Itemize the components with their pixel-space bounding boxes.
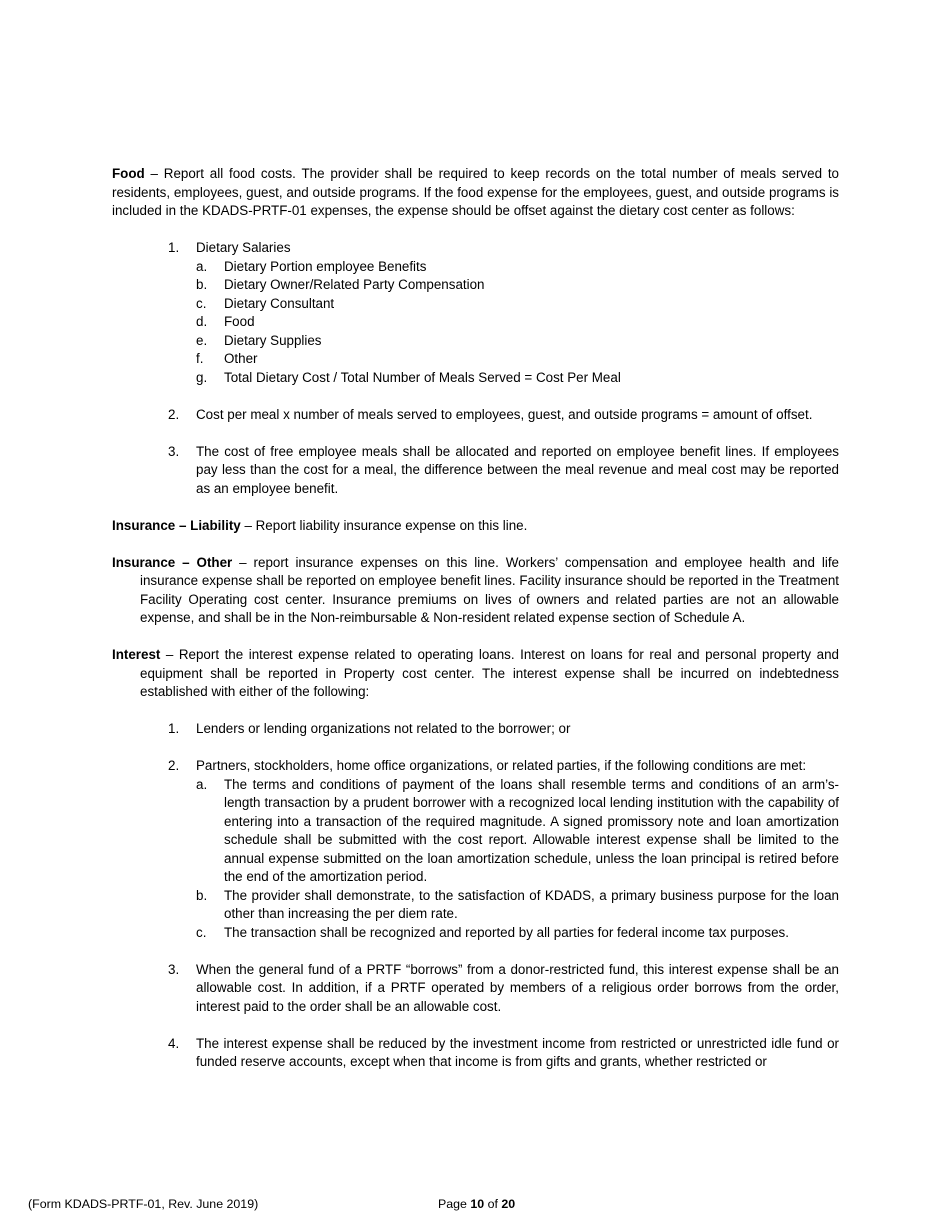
current-page: 10	[470, 1197, 485, 1211]
food-paragraph	[112, 165, 839, 221]
list-item-text: Dietary Supplies	[224, 332, 322, 348]
food-sub-a	[112, 258, 839, 277]
food-sub-c	[112, 295, 839, 314]
food-sub-f	[112, 350, 839, 369]
interest-heading: Interest	[112, 647, 161, 662]
list-item-text: When the general fund of a PRTF “borrows” from a donor-restricted fund, this interest expense shall be an allowable cost. In addition, if a PRTF operated by members of a religious order borrows from the order, interest paid to the order shall be an allowable cost.	[196, 961, 839, 1014]
interest-paragraph	[112, 646, 839, 702]
insurance-other-heading: Insurance – Other	[112, 554, 233, 570]
list-letter: c.	[196, 924, 207, 940]
list-number: 3.	[168, 443, 180, 459]
interest-sub-b	[112, 887, 839, 924]
page-number	[438, 1195, 515, 1214]
list-item-text: Food	[224, 314, 255, 329]
food-sub-d	[112, 313, 839, 332]
food-sub-b	[112, 276, 839, 295]
insurance-other-paragraph	[112, 554, 839, 628]
list-letter: f.	[196, 351, 204, 366]
interest-item-2	[112, 757, 839, 776]
insurance-liability-paragraph	[112, 517, 839, 536]
page-word: Page	[438, 1197, 471, 1211]
food-item-2	[112, 406, 839, 425]
insurance-liability-heading: Insurance – Liability	[112, 517, 241, 533]
list-item-text: Total Dietary Cost / Total Number of Meals Served = Cost Per Meal	[224, 369, 621, 385]
list-item-text: Dietary Consultant	[224, 295, 335, 311]
list-item-text: Dietary Portion employee Benefits	[224, 258, 427, 274]
list-item-text: Lenders or lending organizations not related to the borrower; or	[196, 721, 571, 736]
list-number: 2.	[168, 406, 180, 422]
interest-sub-c	[112, 924, 839, 943]
interest-list	[112, 720, 839, 1072]
list-item-text: Cost per meal x number of meals served to employees, guest, and outside programs = amount of offset.	[196, 406, 813, 422]
list-item-text: The interest expense shall be reduced by the investment income from restricted or unrestricted idle fund or funded reserve accounts, except when that income is from gifts and grants, whether restricted or	[196, 1035, 839, 1069]
food-text: – Report all food costs. The provider shall be required to keep records on the total number of meals served to residents, employees, guest, and outside programs. If the food expense for the employees, guest, and outside programs is included in the KDADS-PRTF-01 expenses, the expense should be offset against the dietary cost center as follows:	[112, 166, 839, 218]
list-letter: g.	[196, 369, 208, 385]
interest-text: – Report the interest expense related to operating loans. Interest on loans for real and personal property and equipment shall be reported in Property cost center. The interest expense shall be incurred on indebtedness established with either of the following:	[140, 647, 839, 699]
food-list	[112, 239, 839, 498]
food-item-1	[112, 239, 839, 258]
insurance-liability-text: – Report liability insurance expense on this line.	[240, 517, 528, 533]
form-revision: (Form KDADS-PRTF-01, Rev. June 2019)	[28, 1197, 259, 1211]
list-item-text: Other	[224, 351, 258, 366]
list-letter: b.	[196, 887, 208, 903]
list-letter: b.	[196, 277, 208, 292]
list-item-text: Dietary Salaries	[196, 240, 291, 255]
list-item-text: The transaction shall be recognized and reported by all parties for federal income tax purposes.	[224, 924, 789, 940]
interest-item-4	[112, 1035, 839, 1072]
food-item-3	[112, 443, 839, 499]
insurance-other-text: – report insurance expenses on this line. Workers’ compensation and employee health and life insurance expense shall be reported on employee benefit lines. Facility insurance should be reported in the Treatment Facility Operating cost center. Insurance premiums on lives of owners and related parties are not an allowable expense, and shall be in the Non-reimbursable & Non-resident related expense section of Schedule A.	[140, 554, 839, 625]
list-letter: a.	[196, 258, 208, 274]
list-letter: d.	[196, 314, 208, 329]
document-body	[112, 165, 839, 1072]
of-word: of	[484, 1197, 502, 1211]
total-pages: 20	[501, 1197, 516, 1211]
interest-item-1	[112, 720, 839, 739]
list-item-text: Dietary Owner/Related Party Compensation	[224, 277, 485, 292]
list-number: 1.	[168, 721, 180, 736]
food-heading: Food	[112, 166, 145, 181]
list-item-text: The terms and conditions of payment of the loans shall resemble terms and conditions of an arm’s-length transaction by a prudent borrower with a recognized local lending institution with the capability of entering into a transaction of the required magnitude. A signed promissory note and loan amortization schedule shall be submitted with the cost report. Allowable interest expense shall be limited to the annual expense submitted on the loan amortization schedule, unless the loan principal is retired before the end of the amortization period.	[224, 776, 839, 884]
list-number: 2.	[168, 758, 180, 773]
list-letter: e.	[196, 332, 208, 348]
list-item-text: Partners, stockholders, home office organizations, or related parties, if the following conditions are met:	[196, 758, 807, 773]
food-sub-e	[112, 332, 839, 351]
list-letter: c.	[196, 295, 207, 311]
list-letter: a.	[196, 776, 208, 792]
list-number: 1.	[168, 240, 180, 255]
list-number: 3.	[168, 961, 180, 977]
list-number: 4.	[168, 1035, 180, 1051]
list-item-text: The provider shall demonstrate, to the satisfaction of KDADS, a primary business purpose for the loan other than increasing the per diem rate.	[224, 887, 839, 921]
list-item-text: The cost of free employee meals shall be allocated and reported on employee benefit lines. If employees pay less than the cost for a meal, the difference between the meal revenue and meal cost may be reported as an employee benefit.	[196, 443, 839, 496]
food-sub-g	[112, 369, 839, 388]
interest-sub-a	[112, 776, 839, 887]
interest-item-3	[112, 961, 839, 1017]
